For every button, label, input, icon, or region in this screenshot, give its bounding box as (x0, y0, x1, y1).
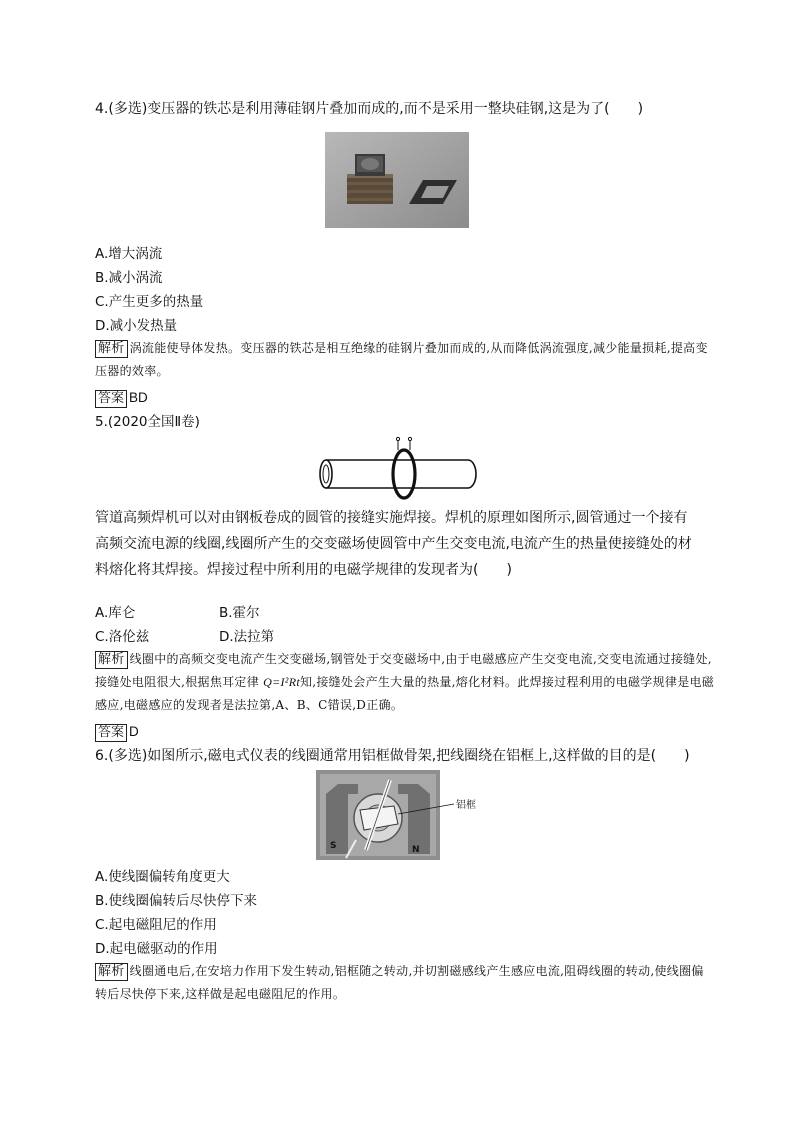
aluminum-frame-label: 铝框 (456, 800, 476, 811)
pole-s-label: S (330, 841, 337, 851)
q4-option-d: D.减小发热量 (95, 318, 178, 334)
q6-analysis-text: 线圈通电后,在安培力作用下发生转动,铝框随之转动,并切割磁感线产生感应电流,阻碍线圈的转动,使线圈偏转后尽快停下来,这样做是起电磁阻尼的作用。 (95, 964, 704, 1001)
q5-option-c: C.洛伦兹 (95, 629, 150, 645)
q5-answer-value: D (129, 724, 139, 739)
q6-option-a: A.使线圈偏转角度更大 (95, 869, 230, 885)
q4-option-c: C.产生更多的热量 (95, 294, 204, 310)
q5-option-d: D.法拉第 (219, 629, 275, 645)
q5-option-b: B.霍尔 (219, 605, 260, 621)
q5-option-a: A.库仑 (95, 605, 136, 621)
welding-pipe-diagram (318, 434, 480, 500)
q5-stem-line-3: 料熔化将其焊接。焊接过程中所利用的电磁学规律的发现者为( ) (95, 562, 512, 578)
q6-option-c: C.起电磁阻尼的作用 (95, 917, 217, 933)
q5-analysis (95, 648, 715, 717)
q4-option-b: B.减小涡流 (95, 270, 163, 286)
q6-analysis (95, 960, 715, 1006)
q5-stem-line-1: 管道高频焊机可以对由钢板卷成的圆管的接缝实施焊接。焊机的原理如图所示,圆管通过一个接有 (95, 510, 688, 526)
transformer-core-photo (325, 132, 469, 228)
q5-analysis-part1: 线圈中的高频交变电流产生交变磁场,钢管处于交变磁场中,由于电磁感应产生交变电流,交变电流通过接缝处,接缝处电阻很大,根据焦耳定律 (95, 652, 712, 689)
q6-analysis-tag: 解析 (95, 963, 128, 981)
q6-option-b: B.使线圈偏转后尽快停下来 (95, 893, 258, 909)
q4-option-a: A.增大涡流 (95, 246, 163, 262)
q4-analysis-text: 涡流能使导体发热。变压器的铁芯是相互绝缘的硅钢片叠加而成的,从而降低涡流强度,减少能量损耗,提高变压器的效率。 (95, 341, 708, 378)
q4-answer-tag: 答案 (95, 390, 127, 408)
q5-analysis-part2: 知,接缝处会产生大量的热量,熔化材料。此焊接过程利用的电磁学规律是电磁感应,电磁感应的发现者是法拉第,A、B、C错误,D正确。 (95, 675, 715, 712)
q5-analysis-tag: 解析 (95, 651, 128, 669)
q5-answer (95, 723, 139, 742)
q5-answer-tag: 答案 (95, 724, 127, 742)
q4-answer (95, 389, 148, 408)
q5-formula: Q=I²Rt (263, 675, 300, 689)
q4-answer-value: BD (129, 390, 148, 405)
q4-analysis-tag: 解析 (95, 340, 128, 358)
q6-option-d: D.起电磁驱动的作用 (95, 941, 218, 957)
q4-stem: 4.(多选)变压器的铁芯是利用薄硅钢片叠加而成的,而不是采用一整块硅钢,这是为了( ) (95, 101, 644, 117)
q5-stem (95, 505, 715, 583)
q4-analysis (95, 337, 715, 383)
pole-n-label: N (412, 845, 420, 855)
q5-stem-line-2: 高频交流电源的线圈,线圈所产生的交变磁场使圆管中产生交变电流,电流产生的热量使接缝处的材 (95, 536, 692, 552)
q5-source: 5.(2020全国Ⅱ卷) (95, 414, 200, 430)
q6-stem: 6.(多选)如图所示,磁电式仪表的线圈通常用铝框做骨架,把线圈绕在铝框上,这样做的目的是( ) (95, 748, 690, 764)
galvanometer-figure (316, 770, 496, 860)
